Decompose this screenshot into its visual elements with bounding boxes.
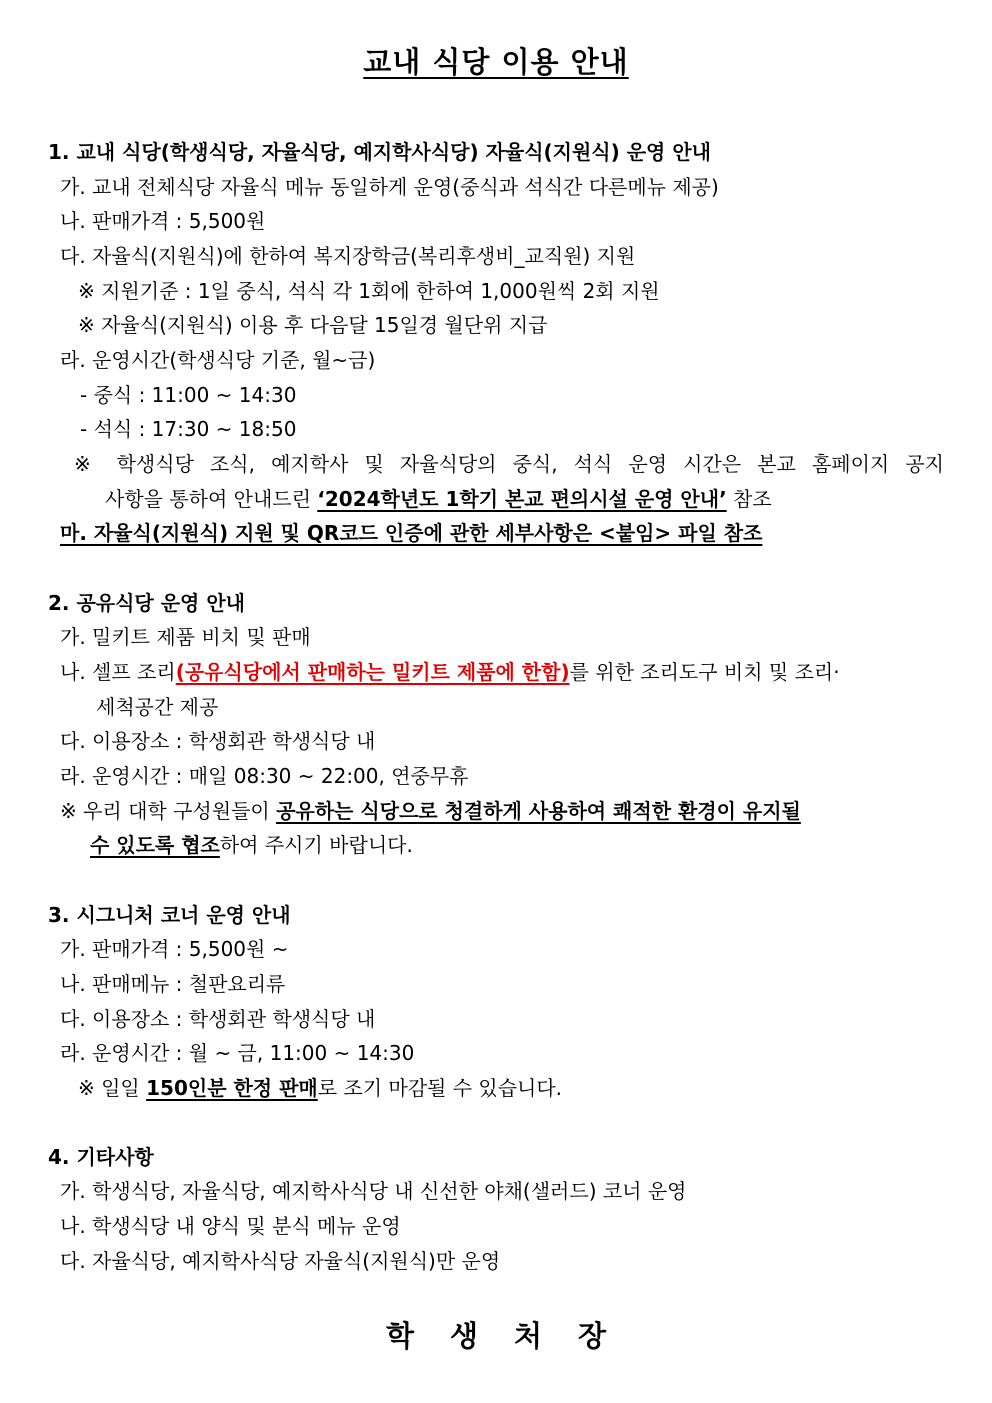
limit-post: 로 조기 마감될 수 있습니다. — [317, 1076, 563, 1100]
cleanliness-request: 공유하는 식당으로 청결하게 사용하여 쾌적한 환경이 유지될 — [276, 799, 801, 823]
section-1-note-hours-line1: ※ 학생식당 조식, 예지학사 및 자율식당의 중식, 석식 운영 시간은 본교 홈페이지 공지 — [74, 452, 944, 476]
section-1-item-ma: 마. 자율식(지원식) 지원 및 QR코드 인증에 관한 세부사항은 <붙임> 파일 참조 — [60, 521, 763, 545]
section-4-item-ga: 가. 학생식당, 자율식당, 예지학사식당 내 신선한 야채(샐러드) 코너 운영 — [60, 1179, 687, 1203]
section-1-note-payment: ※ 자율식(지원식) 이용 후 다음달 15일경 월단위 지급 — [78, 313, 548, 337]
facility-notice-reference: ‘2024학년도 1학기 본교 편의시설 운영 안내’ — [317, 487, 727, 511]
signature: 학생처장 — [385, 1319, 643, 1353]
limit-pre: ※ 일일 — [78, 1076, 147, 1100]
section-3-note — [78, 1074, 562, 1102]
note-hours-pre: 사항을 통하여 안내드린 — [105, 487, 318, 511]
section-4-heading: 4. 기타사항 — [48, 1145, 154, 1169]
section-3-item-da: 다. 이용장소 : 학생회관 학생식당 내 — [60, 1007, 376, 1031]
document-title: 교내 식당 이용 안내 — [363, 45, 629, 79]
self-cook-pre: 나. 셀프 조리 — [60, 660, 176, 684]
section-1-heading: 1. 교내 식당(학생식당, 자율식당, 예지학사식당) 자율식(지원식) 운영 안내 — [48, 140, 711, 164]
note-pre: ※ 우리 대학 구성원들이 — [60, 799, 277, 823]
section-2-item-da: 다. 이용장소 : 학생회관 학생식당 내 — [60, 729, 376, 753]
section-1-item-ra: 라. 운영시간(학생식당 기준, 월~금) — [60, 348, 376, 372]
mealkit-restriction: (공유식당에서 판매하는 밀키트 제품에 한함) — [175, 660, 570, 684]
section-4-item-da: 다. 자율식당, 예지학사식당 자율식(지원식)만 운영 — [60, 1249, 501, 1273]
section-3-item-ga: 가. 판매가격 : 5,500원 ~ — [60, 937, 289, 961]
section-2-note-line1 — [60, 797, 801, 825]
section-3-item-na: 나. 판매메뉴 : 철판요리류 — [60, 972, 286, 996]
section-1-item-ga: 가. 교내 전체식당 자율식 메뉴 동일하게 운영(중식과 석식간 다른메뉴 제공) — [60, 175, 719, 199]
note-hours-post: 참조 — [726, 487, 772, 511]
section-2-item-ga: 가. 밀키트 제품 비치 및 판매 — [60, 625, 311, 649]
note-post: 하여 주시기 바랍니다. — [219, 833, 413, 857]
section-1-note-support-criteria: ※ 지원기준 : 1일 중식, 석식 각 1회에 한하여 1,000원씩 2회 지원 — [78, 279, 660, 303]
daily-limit: 150인분 한정 판매 — [146, 1076, 318, 1100]
section-2-item-ra: 라. 운영시간 : 매일 08:30 ~ 22:00, 연중무휴 — [60, 764, 469, 788]
section-3-heading: 3. 시그니처 코너 운영 안내 — [48, 903, 291, 927]
section-2-item-na — [60, 658, 944, 686]
section-2-item-na-line2: 세척공간 제공 — [96, 695, 219, 719]
cooperation-request: 수 있도록 협조 — [90, 833, 220, 857]
section-2-note-line2 — [90, 831, 413, 859]
section-2-heading: 2. 공유식당 운영 안내 — [48, 591, 245, 615]
section-1-note-hours-line2 — [105, 485, 772, 513]
section-1-item-na: 나. 판매가격 : 5,500원 — [60, 209, 266, 233]
document-title-wrap — [0, 40, 992, 81]
section-3-item-ra: 라. 운영시간 : 월 ~ 금, 11:00 ~ 14:30 — [60, 1041, 415, 1065]
self-cook-post: 를 위한 조리도구 비치 및 조리· — [569, 660, 840, 684]
section-1-dinner-hours: - 석식 : 17:30 ~ 18:50 — [80, 417, 297, 441]
section-1-lunch-hours: - 중식 : 11:00 ~ 14:30 — [80, 383, 297, 407]
section-4-item-na: 나. 학생식당 내 양식 및 분식 메뉴 운영 — [60, 1214, 401, 1238]
section-1-item-da: 다. 자율식(지원식)에 한하여 복지장학금(복리후생비_교직원) 지원 — [60, 244, 636, 268]
